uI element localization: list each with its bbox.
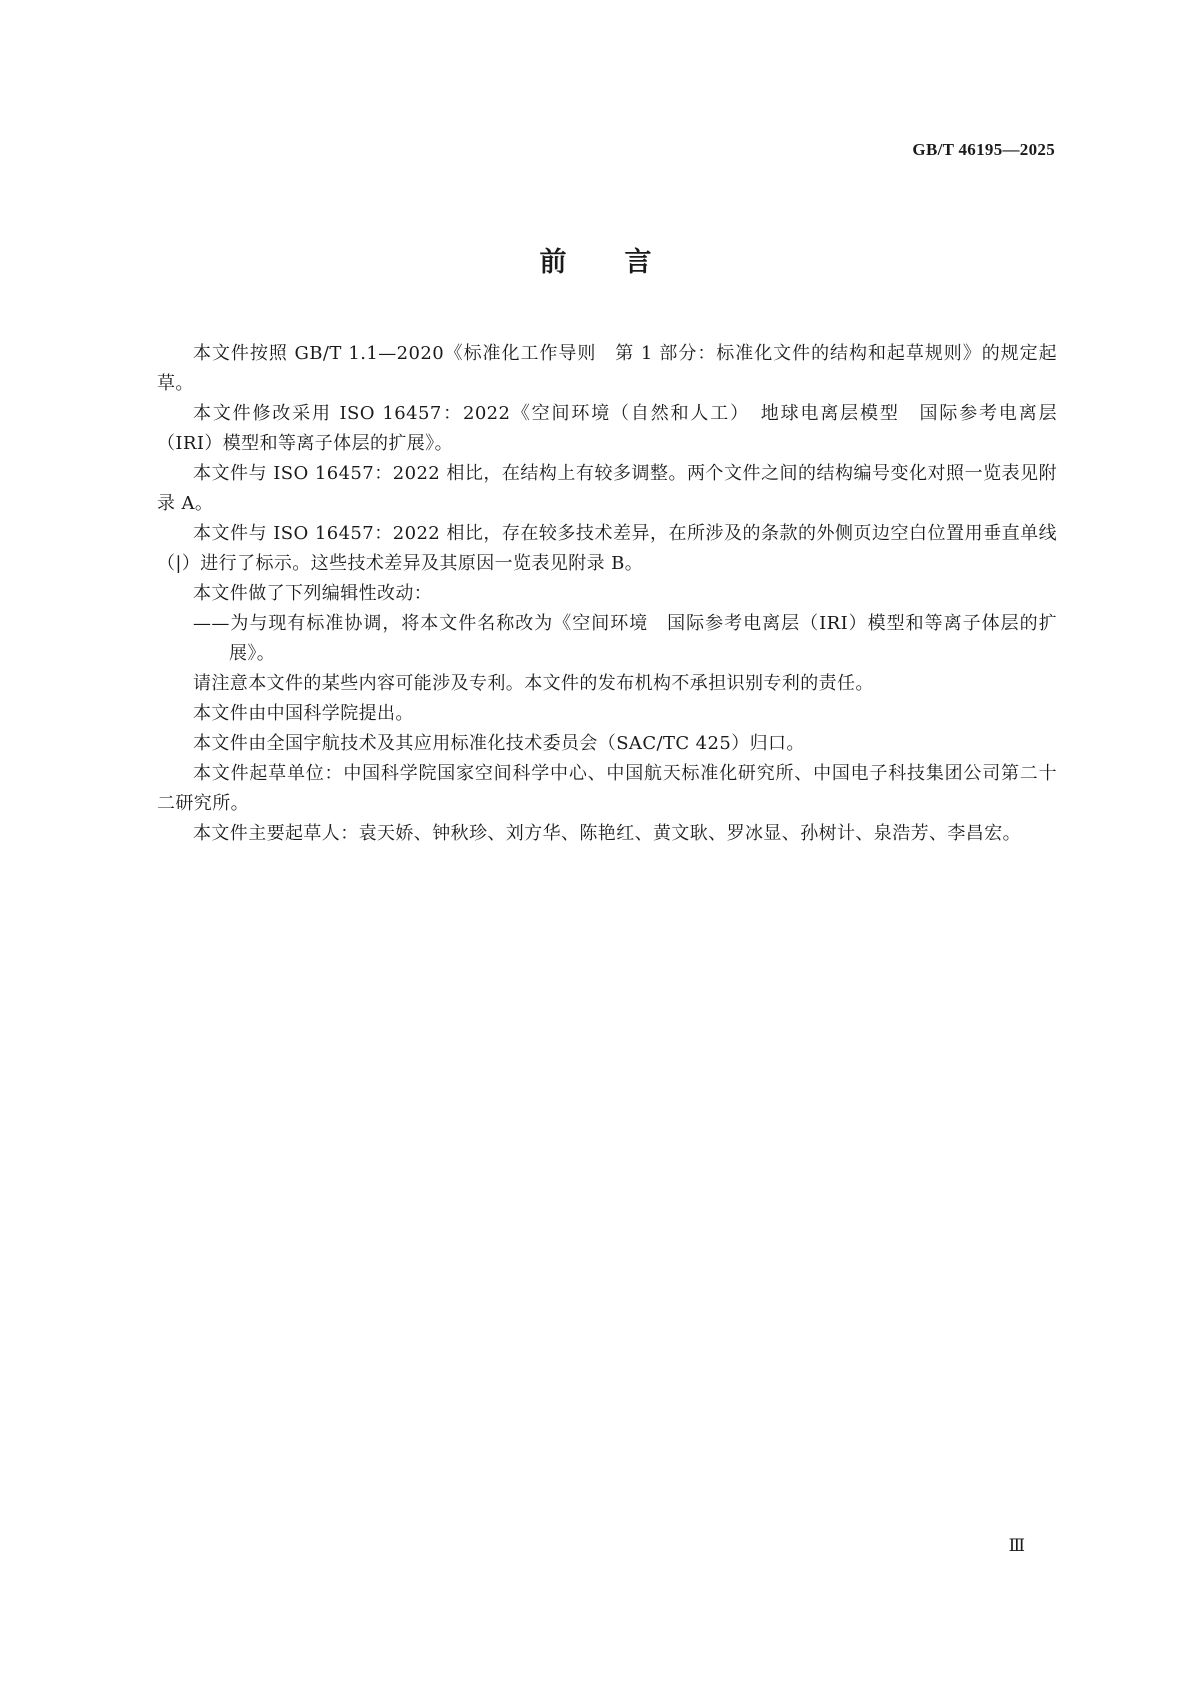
- paragraph-technical-committee: 本文件由全国宇航技术及其应用标准化技术委员会（SAC/TC 425）归口。: [193, 733, 805, 754]
- foreword-body: [157, 339, 1057, 849]
- paragraph-drafting-rules: 本文件按照 GB/T 1.1—2020《标准化工作导则 第 1 部分：标准化文件的结构和起草规则》的规定起草。: [157, 343, 1057, 394]
- document-code: GB/T 46195—2025: [912, 140, 1055, 159]
- paragraph-drafting-organizations: 本文件起草单位：中国科学院国家空间科学中心、中国航天标准化研究所、中国电子科技集团公司第二十二研究所。: [157, 763, 1057, 814]
- paragraph-editorial-changes: 本文件做了下列编辑性改动：: [193, 583, 433, 604]
- page-title: 前言: [539, 247, 710, 278]
- paragraph-proposer: 本文件由中国科学院提出。: [193, 703, 414, 724]
- paragraph-structure-changes: 本文件与 ISO 16457：2022 相比，在结构上有较多调整。两个文件之间的结构编号变化对照一览表见附录 A。: [157, 463, 1057, 514]
- paragraph-patent-notice: 请注意本文件的某些内容可能涉及专利。本文件的发布机构不承担识别专利的责任。: [193, 673, 874, 694]
- paragraph-adoption: 本文件修改采用 ISO 16457：2022《空间环境（自然和人工） 地球电离层模型 国际参考电离层（IRI）模型和等离子体层的扩展》。: [157, 403, 1057, 454]
- paragraph-technical-differences: 本文件与 ISO 16457：2022 相比，存在较多技术差异，在所涉及的条款的外侧页边空白位置用垂直单线（|）进行了标示。这些技术差异及其原因一览表见附录 B。: [157, 523, 1057, 574]
- page-number: Ⅲ: [1008, 1536, 1025, 1555]
- list-item-editorial-change: ——为与现有标准协调，将本文件名称改为《空间环境 国际参考电离层（IRI）模型和等离子体层的扩展》。: [193, 613, 1057, 664]
- paragraph-drafters: 本文件主要起草人：袁天娇、钟秋珍、刘方华、陈艳红、黄文耿、罗冰显、孙树计、泉浩芳、李昌宏。: [193, 823, 1021, 844]
